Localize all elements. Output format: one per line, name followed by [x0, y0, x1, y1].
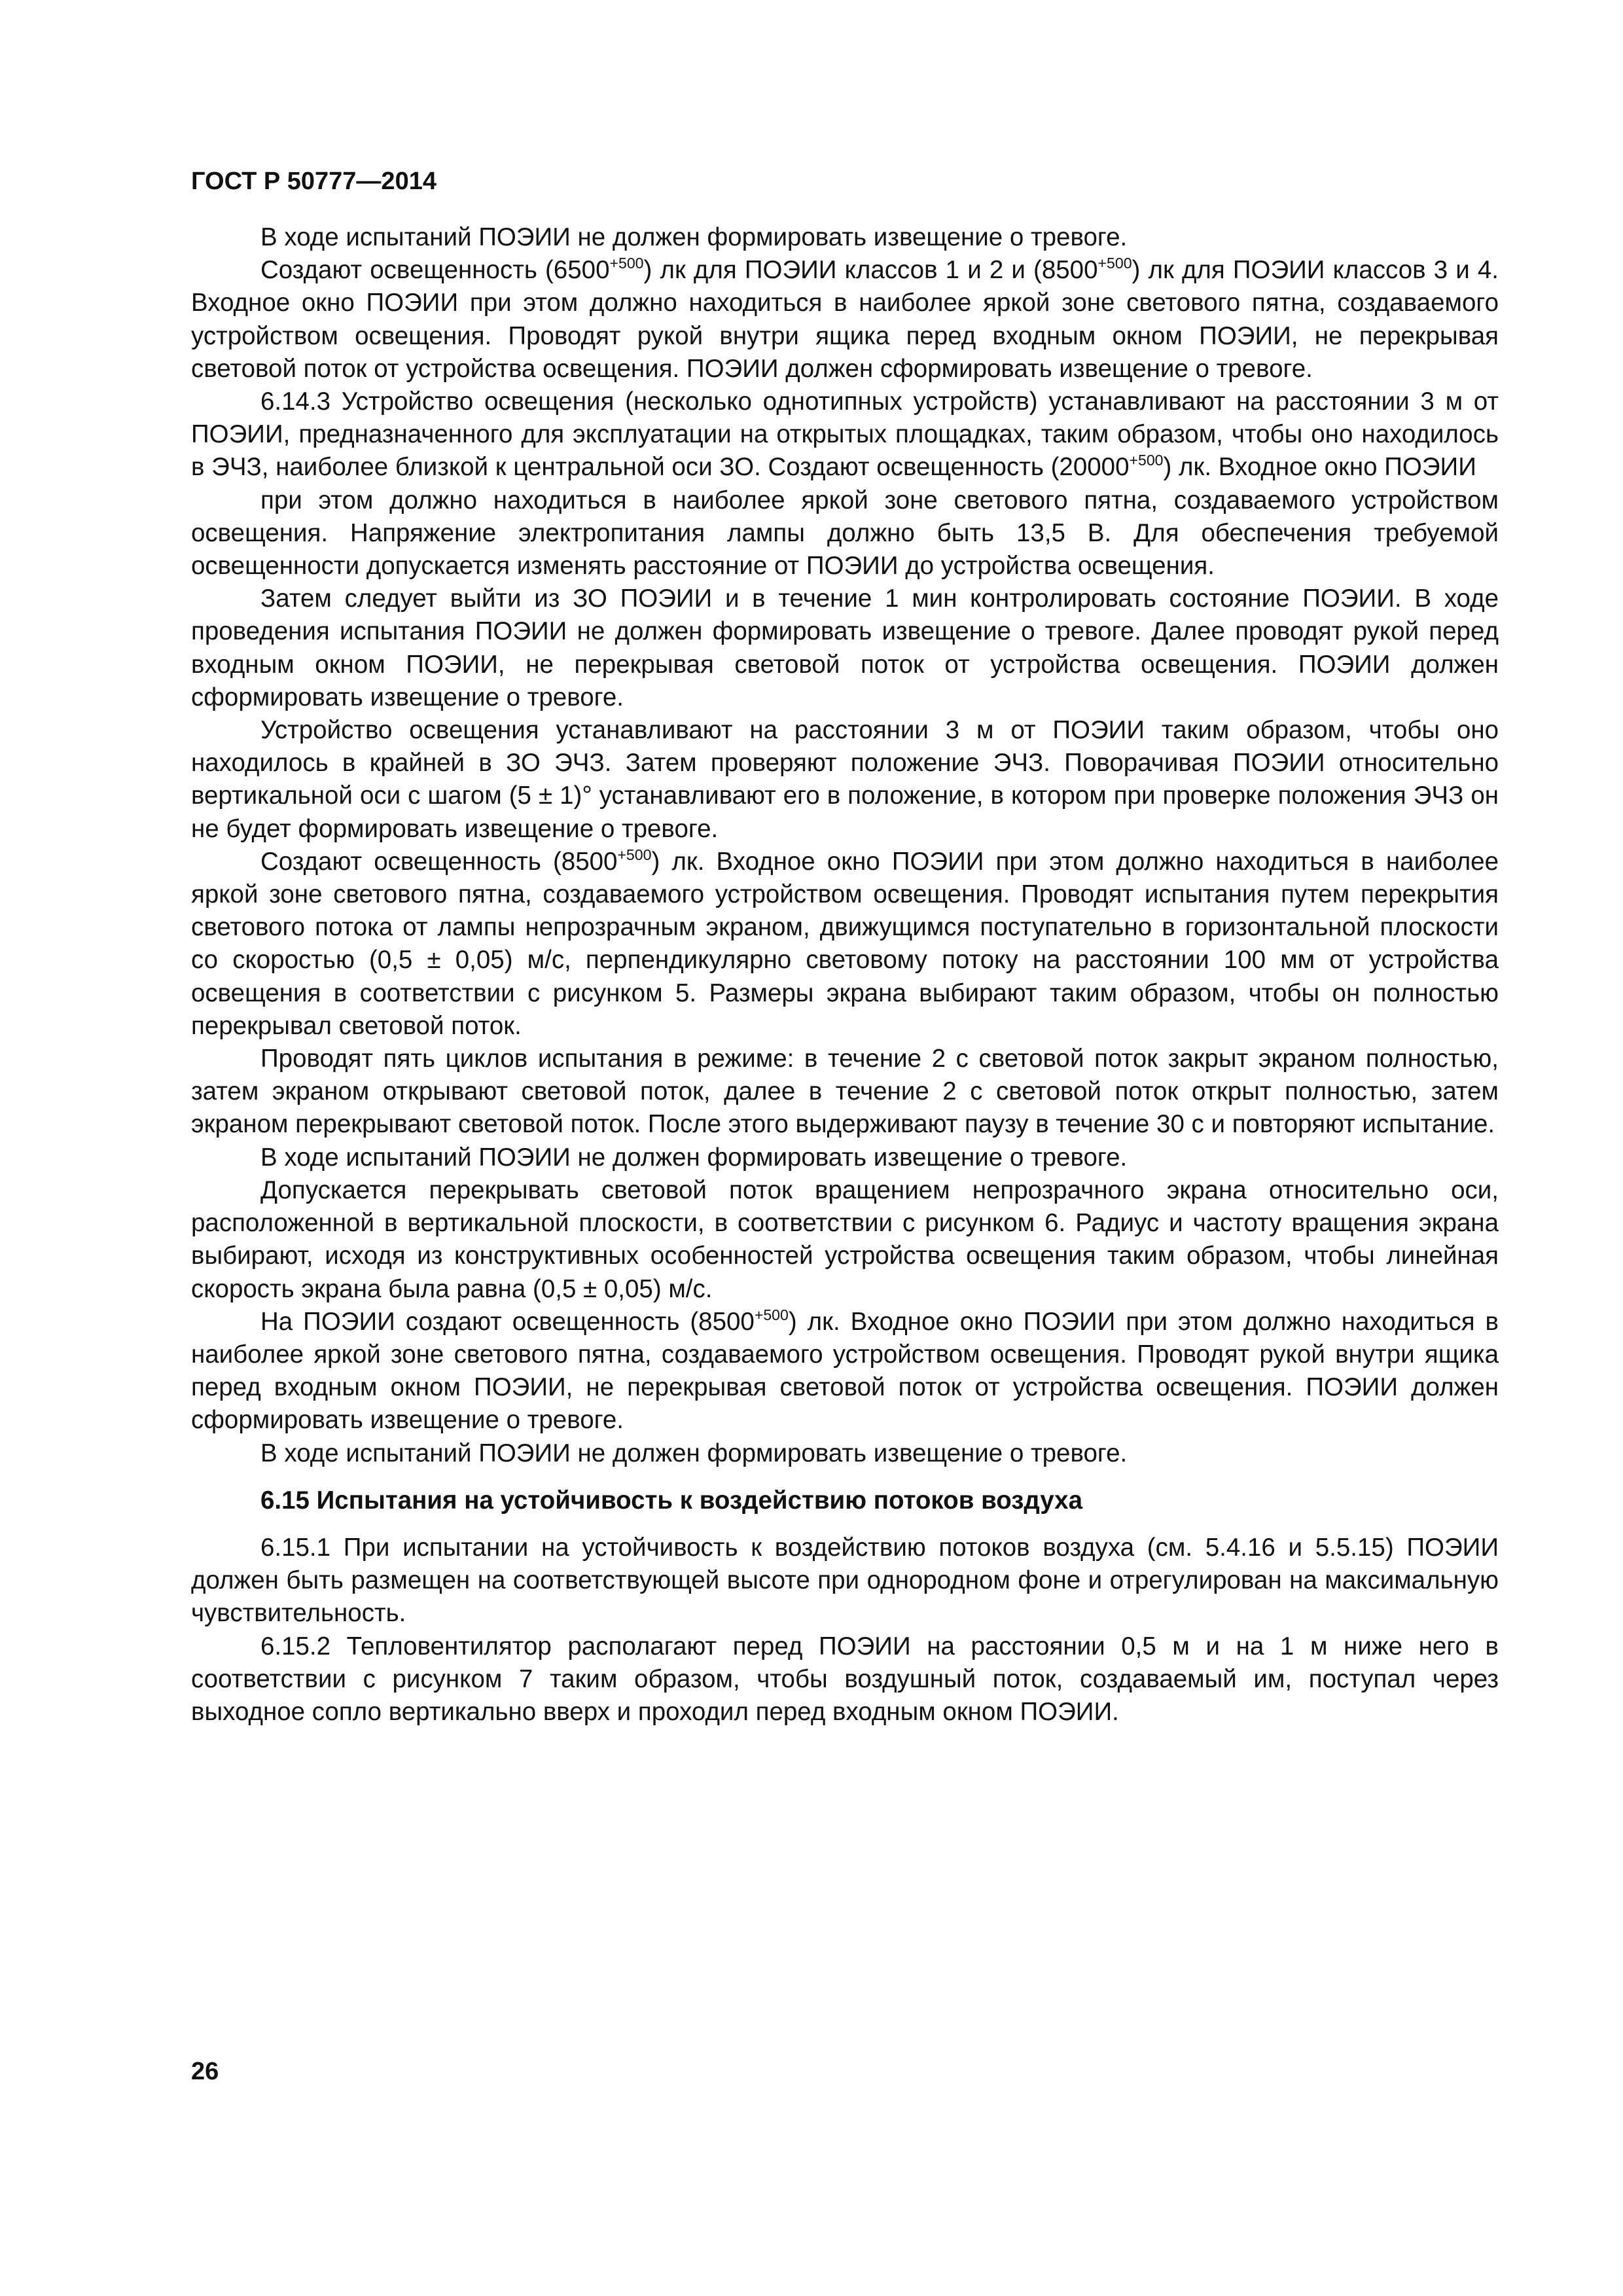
text-segment: ) лк для ПОЭИИ классов 1 и 2 и (8500	[643, 256, 1098, 285]
text-segment: Создают освещенность (6500	[260, 256, 610, 285]
paragraph: 6.15.2 Тепловентилятор располагают перед ПОЭИИ на расстоянии 0,5 м и на 1 м ниже него в соответствии с рисунком 7 таким образом, чтобы воздушный поток, создаваемый им, поступал через выходное сопло вертикально вверх и проходил перед входным окном ПОЭИИ.	[191, 1632, 1499, 1726]
paragraph: Допускается перекрывать световой поток вращением непрозрачного экрана относительно оси, расположенной в вертикальной плоскости, в соответствии с рисунком 6. Радиус и частоту вращения экрана выбирают, исходя из конструктивных особенностей устройства освещения таким образом, чтобы линейная скорость экрана была равна (0,5 ± 0,05) м/с.	[191, 1175, 1499, 1303]
paragraph	[191, 846, 1499, 1043]
text-segment: 6.14.3 Устройство освещения (несколько однотипных устройств) устанавливают на расстоянии 3 м от ПОЭИИ, предназначенного для эксплуатации на открытых площадках, таким образом, чтобы оно находилось в ЭЧЗ, наиболее близкой к центральной оси ЗО. Создают освещенность (20000	[191, 387, 1499, 482]
text-segment: ) лк. Входное окно ПОЭИИ при этом должно находиться в наиболее яркой зоне светового пятна, создаваемого устройством освещения. Проводят рукой внутри ящика перед входным окном ПОЭИИ, не перекрывая световой поток от устройства освещения. ПОЭИИ должен сформировать извещение о тревоге.	[191, 1307, 1499, 1435]
paragraph: при этом должно находиться в наиболее яркой зоне светового пятна, создаваемого устройством освещения. Напряжение электропитания лампы должно быть 13,5 В. Для обеспечения требуемой освещенности допускается изменять расстояние от ПОЭИИ до устройства освещения.	[191, 486, 1499, 581]
paragraph	[191, 254, 1499, 386]
superscript: +500	[1129, 452, 1164, 469]
paragraph: В ходе испытаний ПОЭИИ не должен формировать извещение о тревоге.	[260, 223, 1128, 251]
superscript: +500	[609, 255, 644, 272]
page-number: 26	[191, 2058, 219, 2085]
text-segment: ) лк для ПОЭИИ классов 3 и 4. Входное окно ПОЭИИ при этом должно находиться в наиболее яркой зоне светового пятна, создаваемого устройством освещения. Проводят рукой внутри ящика перед входным окном ПОЭИИ, не перекрывая световой поток от устройства освещения. ПОЭИИ должен сформировать извещение о тревоге.	[191, 256, 1499, 383]
text-segment: Создают освещенность (8500	[260, 847, 618, 876]
section-heading: 6.15 Испытания на устойчивость к воздействию потоков воздуха	[260, 1486, 1082, 1515]
paragraph: Проводят пять циклов испытания в режиме: в течение 2 с световой поток закрыт экраном полностью, затем экраном открывают световой поток, далее в течение 2 с световой поток открыт полностью, затем экраном перекрывают световой поток. После этого выдерживают паузу в течение 30 с и повторяют испытание.	[191, 1045, 1499, 1139]
text-segment: ) лк. Входное окно ПОЭИИ при этом должно находиться в наиболее яркой зоне светового пятна, создаваемого устройством освещения. Проводят испытания путем перекрытия светового потока от лампы непрозрачным экраном, движущимся поступательно в горизонтальной плоскости со скоростью (0,5 ± 0,05) м/с, перпендикулярно световому потоку на расстоянии 100 мм от устройства освещения в соответствии с рисунком 5. Размеры экрана выбирают таким образом, чтобы он полностью перекрывал световой поток.	[191, 847, 1499, 1040]
paragraph: В ходе испытаний ПОЭИИ не должен формировать извещение о тревоге.	[260, 1143, 1128, 1172]
paragraph: Затем следует выйти из ЗО ПОЭИИ и в течение 1 мин контролировать состояние ПОЭИИ. В ходе проведения испытания ПОЭИИ не должен формировать извещение о тревоге. Далее проводят рукой перед входным окном ПОЭИИ, не перекрывая световой поток от устройства освещения. ПОЭИИ должен сформировать извещение о тревоге.	[191, 584, 1499, 711]
text-segment: ) лк. Входное окно ПОЭИИ	[1163, 453, 1476, 482]
paragraph	[191, 1306, 1499, 1437]
paragraph	[191, 386, 1499, 484]
paragraph: В ходе испытаний ПОЭИИ не должен формировать извещение о тревоге.	[260, 1439, 1128, 1467]
document-header: ГОСТ Р 50777—2014	[191, 168, 437, 195]
paragraph: Устройство освещения устанавливают на расстоянии 3 м от ПОЭИИ таким образом, чтобы оно находилось в крайней в ЗО ЭЧЗ. Затем проверяют положение ЭЧЗ. Поворачивая ПОЭИИ относительно вертикальной оси с шагом (5 ± 1)° устанавливают его в положение, в котором при проверке положения ЭЧЗ он не будет формировать извещение о тревоге.	[191, 716, 1499, 843]
superscript: +500	[1097, 255, 1132, 272]
superscript: +500	[617, 846, 652, 863]
text-segment: На ПОЭИИ создают освещенность (8500	[260, 1307, 755, 1336]
superscript: +500	[754, 1306, 789, 1323]
paragraph: 6.15.1 При испытании на устойчивость к воздействию потоков воздуха (см. 5.4.16 и 5.5.15) ПОЭИИ должен быть размещен на соответствующей высоте при однородном фоне и отрегулирован на максимальную чувствительность.	[191, 1533, 1499, 1628]
document-body	[191, 221, 1499, 1729]
